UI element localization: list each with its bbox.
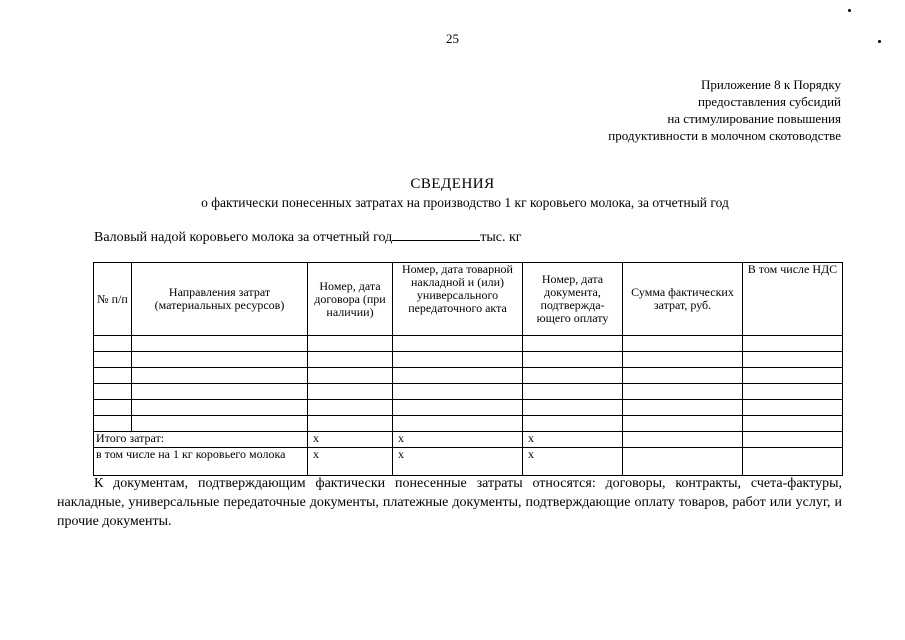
x-mark: x: [393, 448, 523, 476]
table-cell[interactable]: [743, 384, 843, 400]
x-mark: x: [308, 448, 393, 476]
per-kg-vat-cell[interactable]: [743, 448, 843, 476]
total-row: [94, 432, 843, 448]
table-cell[interactable]: [523, 368, 623, 384]
per-kg-label: в том числе на 1 кг коровьего молока: [94, 448, 308, 476]
table-row: [94, 384, 843, 400]
table-row: [94, 336, 843, 352]
per-kg-sum-cell[interactable]: [623, 448, 743, 476]
appendix-line: на стимулирование повышения: [667, 111, 841, 126]
total-sum-cell[interactable]: [623, 432, 743, 448]
table-row: [94, 352, 843, 368]
costs-table: [93, 262, 843, 476]
table-cell[interactable]: [308, 400, 393, 416]
milk-yield-label: Валовый надой коровьего молока за отчетный год: [94, 230, 393, 245]
header-payment-document: Номер, дата документа, подтвержда-ющего оплату: [523, 263, 623, 336]
header-cost-direction: Направления затрат (материальных ресурсов): [132, 263, 308, 336]
page-number: 25: [446, 31, 459, 46]
table-cell[interactable]: [523, 400, 623, 416]
header-vat: В том числе НДС: [743, 263, 843, 336]
table-cell[interactable]: [94, 368, 132, 384]
footnote-paragraph: К документам, подтверждающим фактически понесенные затраты относятся: договоры, контракты, счета-фактуры, накладные, универсальные передаточные документы, платежные документы, подтверждающие оплату товаров, работ или услуг, и прочие документы.: [57, 476, 842, 529]
table-cell[interactable]: [393, 384, 523, 400]
x-mark: x: [523, 432, 623, 448]
table-cell[interactable]: [132, 352, 308, 368]
table-header-row: [94, 263, 843, 336]
table-cell[interactable]: [132, 336, 308, 352]
appendix-line: предоставления субсидий: [697, 94, 841, 109]
header-actual-costs: Сумма фактических затрат, руб.: [623, 263, 743, 336]
table-cell[interactable]: [94, 352, 132, 368]
total-vat-cell[interactable]: [743, 432, 843, 448]
table-cell[interactable]: [623, 416, 743, 432]
table-cell[interactable]: [132, 416, 308, 432]
table-row: [94, 368, 843, 384]
table-cell[interactable]: [623, 400, 743, 416]
table-cell[interactable]: [132, 368, 308, 384]
header-number: № п/п: [94, 263, 132, 336]
milk-yield-blank[interactable]: [392, 229, 480, 241]
table-cell[interactable]: [523, 416, 623, 432]
table-cell[interactable]: [623, 368, 743, 384]
appendix-line: Приложение 8 к Порядку: [701, 77, 841, 92]
table-cell[interactable]: [623, 336, 743, 352]
x-mark: x: [523, 448, 623, 476]
table-cell[interactable]: [523, 384, 623, 400]
table-cell[interactable]: [94, 384, 132, 400]
x-mark: x: [308, 432, 393, 448]
milk-yield-line: [94, 229, 522, 246]
scan-speck: [878, 40, 881, 43]
table-row: [94, 400, 843, 416]
document-title: СВЕДЕНИЯ: [410, 176, 495, 192]
table-cell[interactable]: [94, 400, 132, 416]
table-cell[interactable]: [743, 368, 843, 384]
appendix-reference: [608, 76, 841, 144]
table-row: [94, 416, 843, 432]
table-cell[interactable]: [94, 416, 132, 432]
header-invoice: Номер, дата товарной накладной и (или) универсального передаточного акта: [393, 263, 523, 336]
table-cell[interactable]: [308, 384, 393, 400]
table-cell[interactable]: [623, 352, 743, 368]
table-cell[interactable]: [743, 352, 843, 368]
table-cell[interactable]: [393, 400, 523, 416]
document-subtitle: о фактически понесенных затратах на производство 1 кг коровьего молока, за отчетный год: [201, 195, 729, 210]
table-cell[interactable]: [132, 400, 308, 416]
table-cell[interactable]: [94, 336, 132, 352]
table-cell[interactable]: [743, 416, 843, 432]
table-cell[interactable]: [393, 352, 523, 368]
table-cell[interactable]: [393, 368, 523, 384]
table-cell[interactable]: [308, 336, 393, 352]
table-cell[interactable]: [743, 400, 843, 416]
scan-speck: [848, 9, 851, 12]
header-contract: Номер, дата договора (при наличии): [308, 263, 393, 336]
table-cell[interactable]: [623, 384, 743, 400]
x-mark: x: [393, 432, 523, 448]
table-cell[interactable]: [393, 336, 523, 352]
table-cell[interactable]: [523, 352, 623, 368]
table-cell[interactable]: [308, 352, 393, 368]
table-cell[interactable]: [743, 336, 843, 352]
table-cell[interactable]: [308, 416, 393, 432]
total-label: Итого затрат:: [94, 432, 308, 448]
milk-yield-unit: тыс. кг: [480, 230, 522, 245]
per-kg-row: [94, 448, 843, 476]
table-cell[interactable]: [523, 336, 623, 352]
table-cell[interactable]: [132, 384, 308, 400]
table-cell[interactable]: [308, 368, 393, 384]
table-cell[interactable]: [393, 416, 523, 432]
appendix-line: продуктивности в молочном скотоводстве: [608, 128, 841, 143]
